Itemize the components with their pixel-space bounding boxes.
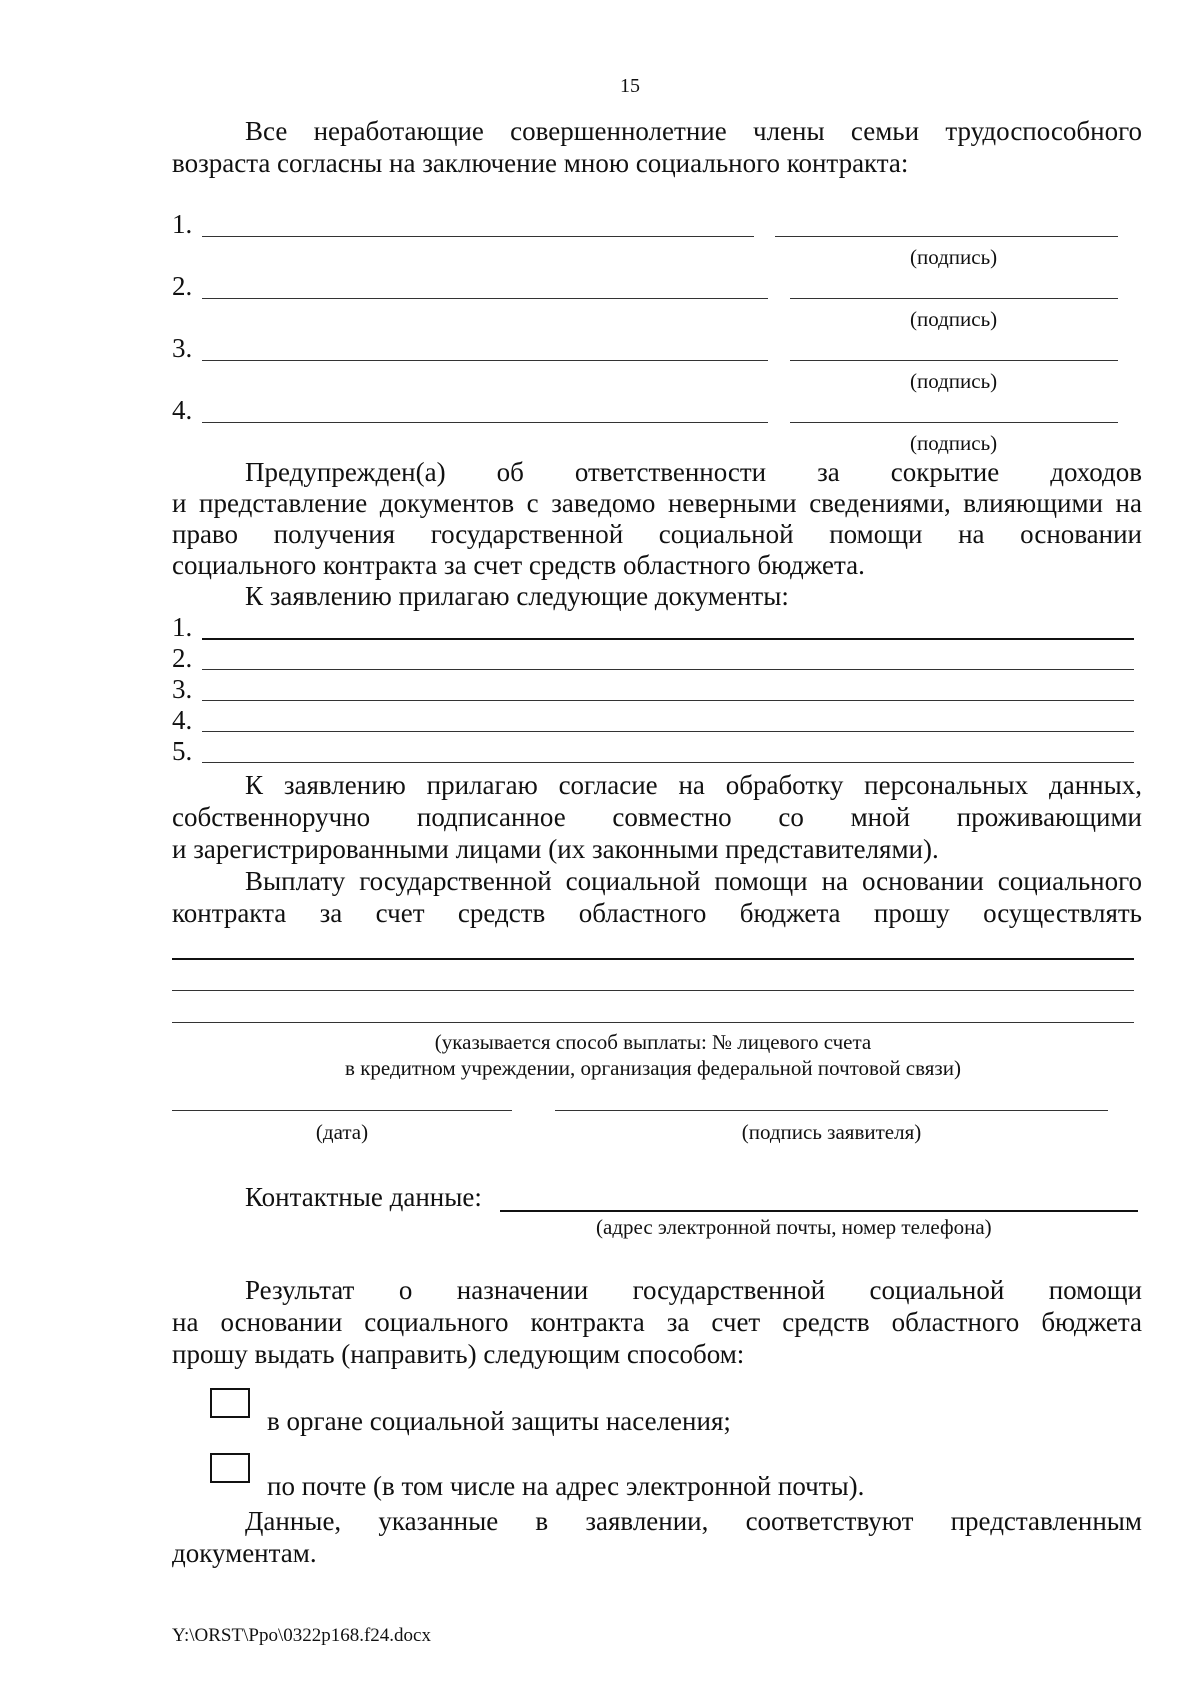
signature-field-line[interactable] — [790, 360, 1118, 361]
page-number: 15 — [620, 75, 640, 97]
signature-caption: (подпись) — [910, 245, 998, 269]
applicant-signature-line[interactable] — [555, 1110, 1108, 1111]
row-number: 4. — [172, 395, 193, 425]
row-number: 2. — [172, 643, 193, 673]
row-number: 3. — [172, 674, 193, 704]
signature-field-line[interactable] — [790, 298, 1118, 299]
date-field-line[interactable] — [172, 1110, 512, 1111]
result-line-1: Результат о назначении государственной социальной помощи — [245, 1275, 1142, 1305]
row-number: 3. — [172, 333, 193, 363]
contacts-caption: (адрес электронной почты, номер телефона) — [596, 1215, 992, 1239]
option-label: в органе социальной защиты населения; — [267, 1406, 731, 1436]
footer-file-path: Y:\ORST\Ppo\0322p168.f24.docx — [172, 1625, 431, 1646]
conformity-line-2: документам. — [172, 1538, 317, 1568]
warning-line-3: право получения государственной социальной помощи на основании — [172, 519, 1142, 549]
payment-caption-2: в кредитном учреждении, организация федеральной почтовой связи) — [345, 1056, 961, 1080]
document-field-line[interactable] — [202, 731, 1134, 732]
row-number: 1. — [172, 612, 193, 642]
option-checkbox[interactable] — [210, 1453, 250, 1483]
document-field-line[interactable] — [202, 669, 1134, 670]
name-field-line[interactable] — [202, 298, 768, 299]
name-field-line[interactable] — [202, 360, 768, 361]
signature-caption: (подпись) — [910, 307, 998, 331]
signature-field-line[interactable] — [775, 236, 1118, 237]
date-caption: (дата) — [315, 1120, 369, 1144]
document-field-line[interactable] — [202, 762, 1134, 763]
name-field-line[interactable] — [202, 236, 754, 237]
payment-line-1: Выплату государственной социальной помощи на основании социального — [245, 866, 1142, 896]
row-number: 1. — [172, 209, 193, 239]
payment-field-line[interactable] — [172, 958, 1134, 960]
contacts-field-line[interactable] — [500, 1210, 1138, 1212]
payment-line-2: контракта за счет средств областного бюджета прошу осуществлять — [172, 898, 1142, 928]
document-field-line[interactable] — [202, 638, 1134, 640]
consent-line-3: и зарегистрированными лицами (их законными представителями). — [172, 834, 939, 864]
payment-caption-1: (указывается способ выплаты: № лицевого счета — [434, 1030, 872, 1054]
signature-caption: (подпись) — [910, 369, 998, 393]
result-line-2: на основании социального контракта за счет средств областного бюджета — [172, 1307, 1142, 1337]
row-number: 5. — [172, 736, 193, 766]
signature-caption: (подпись) — [910, 431, 998, 455]
warning-line-4: социального контракта за счет средств областного бюджета. — [172, 550, 865, 580]
family-consent-line-2: возраста согласны на заключение мною социального контракта: — [172, 148, 909, 178]
signature-field-line[interactable] — [790, 422, 1118, 423]
payment-field-line[interactable] — [172, 1022, 1134, 1023]
documents-intro: К заявлению прилагаю следующие документы: — [245, 581, 789, 611]
consent-line-1: К заявлению прилагаю согласие на обработку персональных данных, — [245, 770, 1142, 800]
option-checkbox[interactable] — [210, 1388, 250, 1418]
row-number: 2. — [172, 271, 193, 301]
contacts-label: Контактные данные: — [245, 1182, 482, 1212]
warning-line-1: Предупрежден(а) об ответственности за сокрытие доходов — [245, 457, 1142, 487]
warning-line-2: и представление документов с заведомо неверными сведениями, влияющими на — [172, 488, 1142, 518]
payment-field-line[interactable] — [172, 990, 1134, 991]
consent-line-2: собственноручно подписанное совместно со мной проживающими — [172, 802, 1142, 832]
option-label: по почте (в том числе на адрес электронной почты). — [267, 1471, 865, 1501]
result-line-3: прошу выдать (направить) следующим способом: — [172, 1339, 745, 1369]
name-field-line[interactable] — [202, 422, 768, 423]
document-field-line[interactable] — [202, 700, 1134, 701]
family-consent-line-1: Все неработающие совершеннолетние члены семьи трудоспособного — [245, 116, 1142, 146]
applicant-signature-caption: (подпись заявителя) — [741, 1120, 922, 1144]
conformity-line-1: Данные, указанные в заявлении, соответствуют представленным — [245, 1506, 1142, 1536]
row-number: 4. — [172, 705, 193, 735]
